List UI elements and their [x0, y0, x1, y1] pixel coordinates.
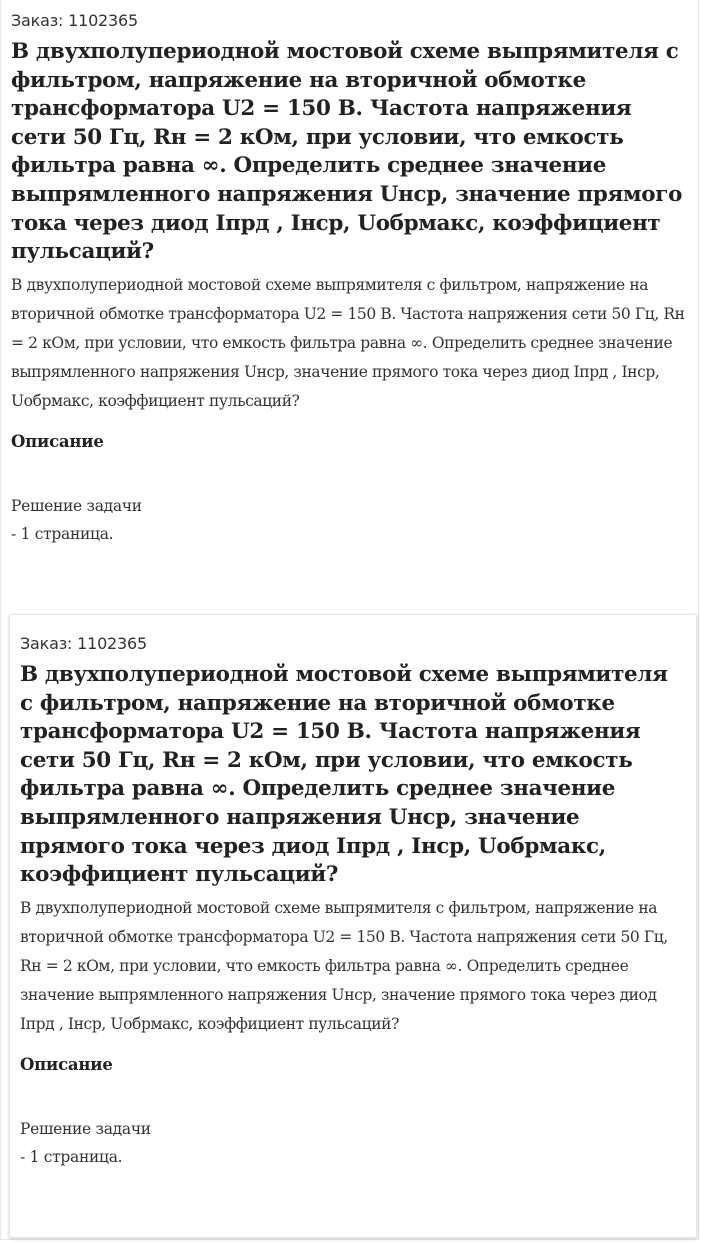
card-page-count-line: - 1 страница. — [20, 1147, 123, 1166]
description-heading: Описание — [11, 431, 104, 451]
card-title: В двухполупериодной мостовой схеме выпрямителя с фильтром, напряжение на вторичной обмотке трансформатора U2 = 150 В. Частота напряжения сети 50 Гц, Rн = 2 кОм, при условии, что емкость фильтра равна ∞. Определить среднее значение выпрямленного напряжения Uнср, значение прямого тока через диод Iпрд , Iнср, Uобрмакс, коэффициент пульсаций? — [20, 662, 668, 888]
solution-line: Решение задачи — [11, 496, 142, 515]
product-card — [9, 614, 697, 1238]
card-solution-line: Решение задачи — [20, 1119, 151, 1138]
card-description-heading: Описание — [20, 1054, 113, 1074]
page-count-line: - 1 страница. — [11, 524, 114, 543]
card-solution-info — [20, 1115, 686, 1171]
product-title: В двухполупериодной мостовой схеме выпрямителя с фильтром, напряжение на вторичной обмотке трансформатора U2 = 150 В. Частота напряжения сети 50 Гц, Rн = 2 кОм, при условии, что емкость фильтра равна ∞. Определить среднее значение выпрямленного напряжения Uнср, значение прямого тока через диод Iпрд , Iнср, Uобрмакс, коэффициент пульсаций? — [11, 39, 683, 265]
solution-info — [11, 492, 690, 548]
card-description: В двухполупериодной мостовой схеме выпрямителя с фильтром, напряжение на вторичной обмотке трансформатора U2 = 150 В. Частота напряжения сети 50 Гц, Rн = 2 кОм, при условии, что емкость фильтра равна ∞. Определить среднее значение выпрямленного напряжения Uнср, значение прямого тока через диод Iпрд , Iнср, Uобрмакс, коэффициент пульсаций? — [20, 898, 668, 1033]
card-order-number: Заказ: 1102365 — [20, 634, 147, 653]
product-section — [1, 0, 700, 548]
product-description: В двухполупериодной мостовой схеме выпрямителя с фильтром, напряжение на вторичной обмотке трансформатора U2 = 150 В. Частота напряжения сети 50 Гц, Rн = 2 кОм, при условии, что емкость фильтра равна ∞. Определить среднее значение выпрямленного напряжения Uнср, значение прямого тока через диод Iпрд , Iнср, Uобрмакс, коэффициент пульсаций? — [11, 275, 685, 410]
order-number: Заказ: 1102365 — [11, 11, 138, 30]
